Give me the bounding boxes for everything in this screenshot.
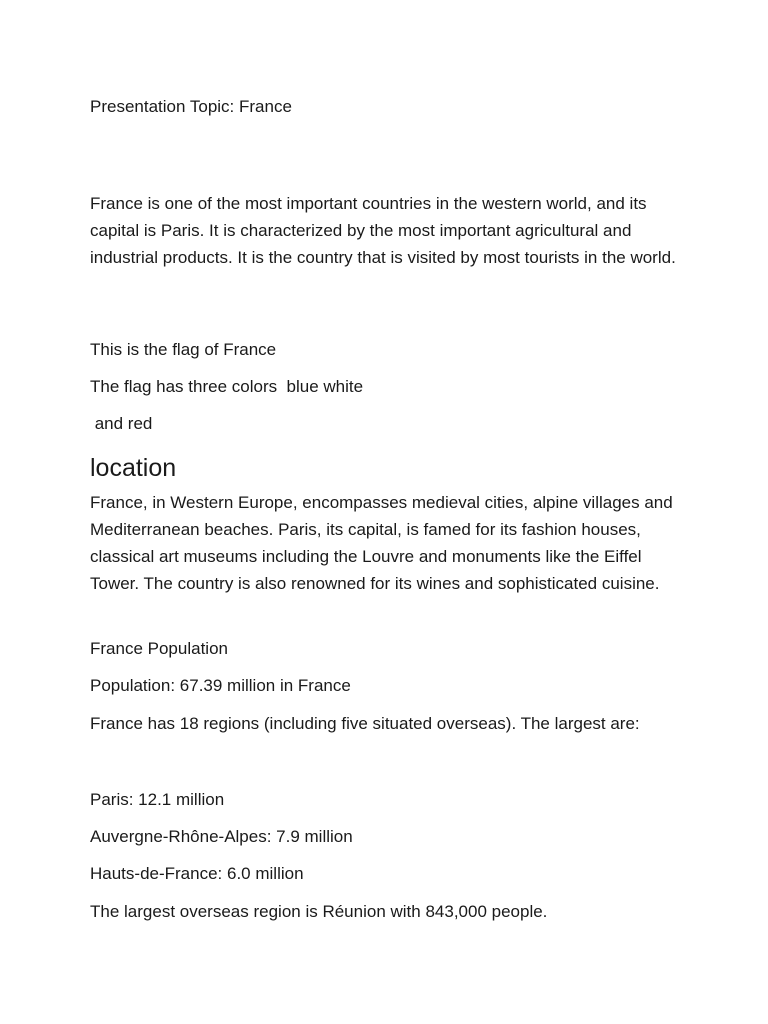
population-heading: France Population: [90, 639, 228, 658]
location-paragraph: France, in Western Europe, encompasses medieval cities, alpine villages and Mediterranean beaches. Paris, its capital, is famed for its fashion houses, classical art museums including the Louvre and monuments like the Eiffel Tower. The country is also renowned for its wines and sophisticated cuisine.: [90, 493, 673, 593]
overseas-region: The largest overseas region is Réunion with 843,000 people.: [90, 902, 548, 921]
location-heading: location: [90, 454, 177, 482]
intro-paragraph: France is one of the most important countries in the western world, and its capital is Paris. It is characterized by the most important agricultural and industrial products. It is the country that is visited by most tourists in the world.: [90, 194, 676, 267]
presentation-topic: Presentation Topic: France: [90, 97, 292, 116]
population-value: Population: 67.39 million in France: [90, 676, 351, 695]
region-item: Hauts-de-France: 6.0 million: [90, 864, 304, 883]
flag-line-2: The flag has three colors blue white: [90, 377, 364, 396]
flag-line-1: This is the flag of France: [90, 340, 277, 359]
region-item: Auvergne-Rhône-Alpes: 7.9 million: [90, 827, 353, 846]
region-item: Paris: 12.1 million: [90, 790, 225, 809]
flag-line-3: and red: [90, 414, 153, 433]
regions-intro: France has 18 regions (including five situated overseas). The largest are:: [90, 714, 640, 733]
